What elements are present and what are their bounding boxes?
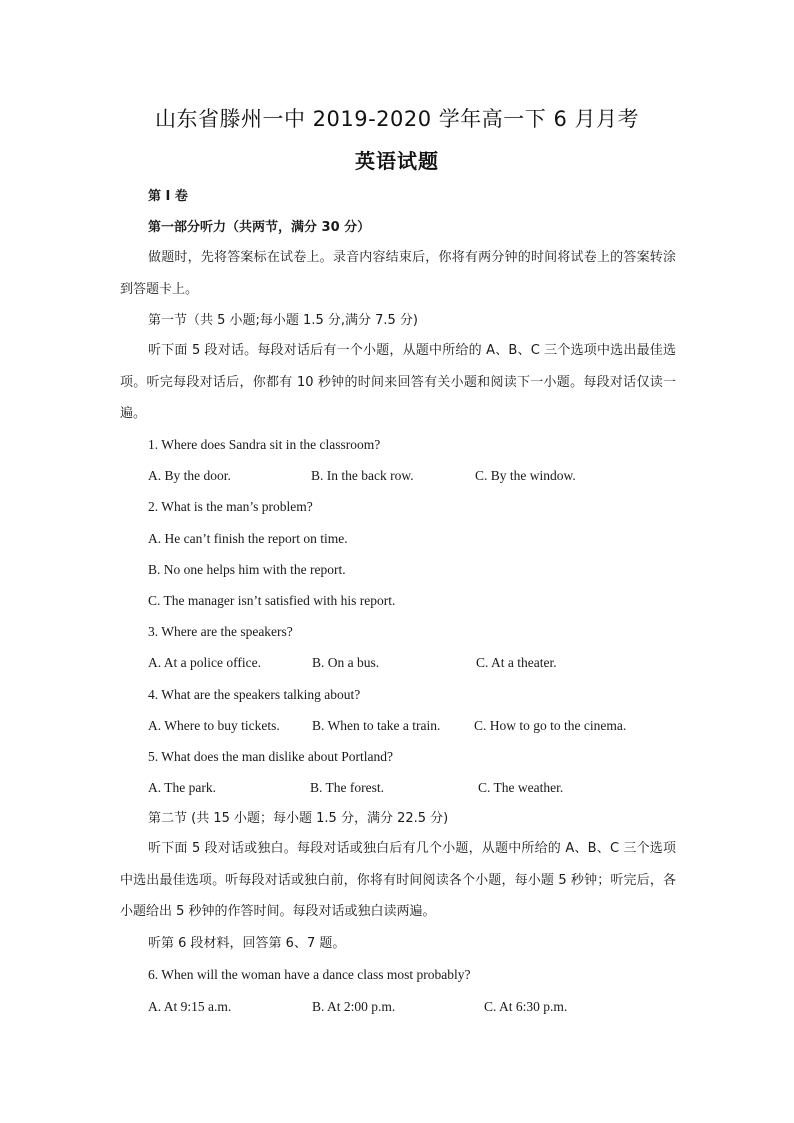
exam-title: 山东省滕州一中 2019-2020 学年高一下 6 月月考	[154, 107, 640, 131]
option-b: B. The forest.	[310, 780, 384, 795]
option-a: A. At a police office.	[148, 655, 261, 670]
question-3-options	[0, 654, 794, 672]
section2-heading: 第二节 (共 15 小题；每小题 1.5 分，满分 22.5 分)	[148, 811, 449, 826]
material-6-note: 听第 6 段材料，回答第 6、7 题。	[148, 936, 346, 951]
exam-subtitle: 英语试题	[355, 149, 439, 173]
option-c: C. The manager isn’t satisfied with his report.	[148, 593, 396, 608]
question-1-options	[0, 467, 794, 485]
section2-intro: 听下面 5 段对话或独白。每段对话或独白后有几个小题，从题中所给的 A、B、C 三个选项中选出最佳选项。听每段对话或独白前，你将有时间阅读各个小题，每小题 5 秒钟；听完后，各小题给出 5 秒钟的作答时间。每段对话或独白读两遍。	[120, 841, 676, 919]
option-c: C. At a theater.	[476, 655, 557, 670]
question-4: 4. What are the speakers talking about?	[148, 687, 361, 702]
section1-heading: 第一节（共 5 小题;每小题 1.5 分,满分 7.5 分)	[148, 313, 418, 328]
section1-intro: 听下面 5 段对话。每段对话后有一个小题，从题中所给的 A、B、C 三个选项中选出最佳选项。听完每段对话后，你都有 10 秒钟的时间来回答有关小题和阅读下一小题。每段对话仅读一遍。	[120, 343, 676, 421]
option-a: A. Where to buy tickets.	[148, 718, 280, 733]
option-a: A. At 9:15 a.m.	[148, 999, 232, 1014]
question-6-options	[0, 998, 794, 1016]
option-c: C. How to go to the cinema.	[474, 718, 627, 733]
option-c: C. The weather.	[478, 780, 564, 795]
option-b: B. When to take a train.	[312, 718, 441, 733]
question-6: 6. When will the woman have a dance class most probably?	[148, 967, 471, 982]
option-c: C. At 6:30 p.m.	[484, 999, 568, 1014]
option-b: B. At 2:00 p.m.	[312, 999, 396, 1014]
option-b: B. On a bus.	[312, 655, 380, 670]
question-5-options	[0, 779, 794, 797]
volume-label: 第 I 卷	[148, 189, 188, 204]
listening-instruction: 做题时，先将答案标在试卷上。录音内容结束后，你将有两分钟的时间将试卷上的答案转涂到答题卡上。	[120, 250, 676, 297]
option-a: A. He can’t finish the report on time.	[148, 531, 348, 546]
option-b: B. In the back row.	[311, 468, 414, 483]
question-4-options	[0, 717, 794, 735]
option-a: A. By the door.	[148, 468, 231, 483]
question-2: 2. What is the man’s problem?	[148, 499, 313, 514]
option-c: C. By the window.	[475, 468, 576, 483]
question-5: 5. What does the man dislike about Portland?	[148, 749, 393, 764]
option-a: A. The park.	[148, 780, 216, 795]
question-3: 3. Where are the speakers?	[148, 624, 293, 639]
question-1: 1. Where does Sandra sit in the classroom?	[148, 437, 381, 452]
option-b: B. No one helps him with the report.	[148, 562, 346, 577]
part1-heading: 第一部分听力（共两节，满分 30 分）	[148, 220, 371, 235]
